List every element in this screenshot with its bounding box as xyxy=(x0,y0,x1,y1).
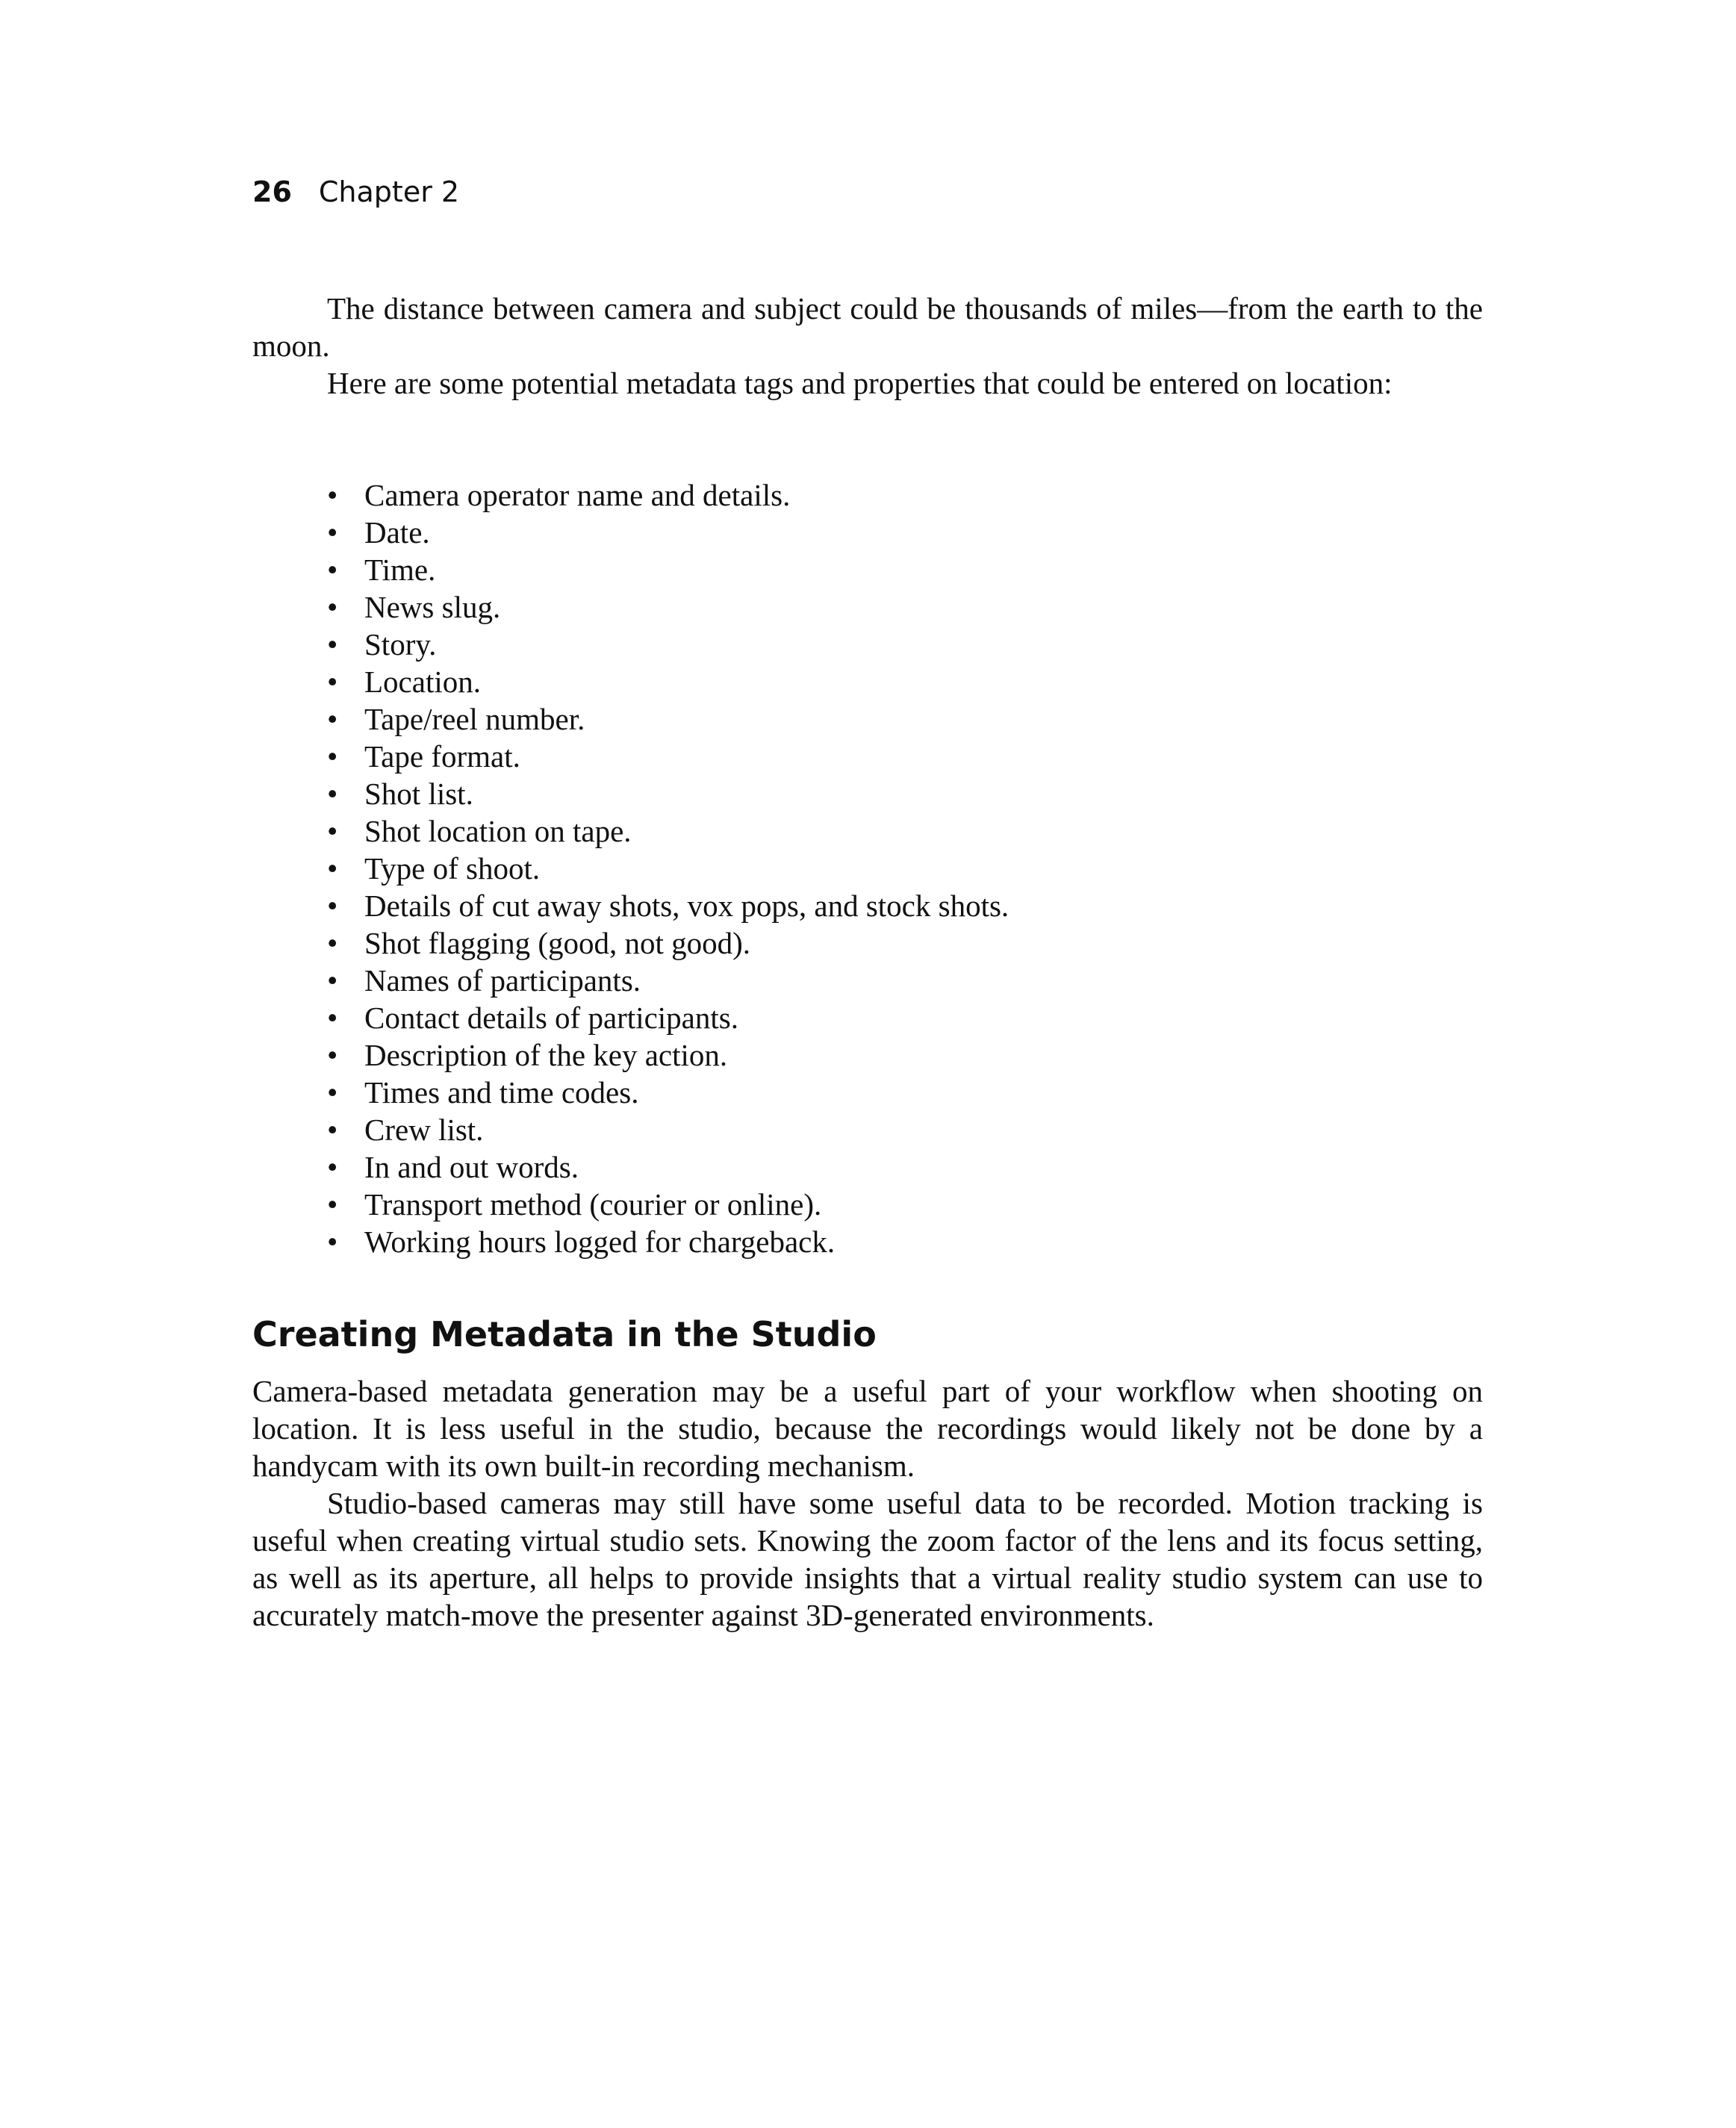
list-item-text: Description of the key action. xyxy=(364,1038,728,1072)
section-heading: Creating Metadata in the Studio xyxy=(252,1314,877,1354)
bullet-icon: • xyxy=(327,515,338,550)
bullet-icon: • xyxy=(327,553,338,587)
list-item-text: Type of shoot. xyxy=(364,851,541,886)
list-item-text: Names of participants. xyxy=(364,963,641,998)
bullet-icon: • xyxy=(327,1113,338,1147)
list-item xyxy=(252,1111,1483,1148)
list-item xyxy=(252,962,1483,999)
list-item-text: Contact details of participants. xyxy=(364,1001,738,1035)
bullet-icon: • xyxy=(327,702,338,736)
list-item xyxy=(252,924,1483,962)
list-item xyxy=(252,887,1483,924)
intro-paragraph-1: The distance between camera and subject could be thousands of miles—from the earth to the moon. xyxy=(252,291,1483,363)
list-item xyxy=(252,1223,1483,1260)
list-item-text: Working hours logged for chargeback. xyxy=(364,1225,836,1259)
bullet-icon: • xyxy=(327,627,338,662)
metadata-tag-list xyxy=(252,476,1483,1260)
list-item xyxy=(252,850,1483,887)
list-item-text: Shot flagging (good, not good). xyxy=(364,926,751,960)
list-item-text: Location. xyxy=(364,665,481,699)
list-item xyxy=(252,551,1483,588)
list-item xyxy=(252,514,1483,551)
list-item-text: Shot location on tape. xyxy=(364,814,632,848)
bullet-icon: • xyxy=(327,926,338,960)
list-item-text: Transport method (courier or online). xyxy=(364,1187,822,1222)
bullet-icon: • xyxy=(327,851,338,886)
bullet-icon: • xyxy=(327,777,338,811)
list-item xyxy=(252,700,1483,738)
bullet-icon: • xyxy=(327,814,338,848)
bullet-icon: • xyxy=(327,665,338,699)
list-item-text: Story. xyxy=(364,627,437,662)
list-item-text: Crew list. xyxy=(364,1113,484,1147)
intro-text xyxy=(252,290,1483,402)
section-paragraph-2: Studio-based cameras may still have some useful data to be recorded. Motion tracking is useful when creating virtual studio sets. Knowing the zoom factor of the lens and its focus setting, as well as its aperture, all helps to provide insights that a virtual reality studio system can use to accurately match-move the presenter against 3D-generated environments. xyxy=(252,1486,1483,1632)
bullet-icon: • xyxy=(327,1150,338,1184)
bullet-icon: • xyxy=(327,1075,338,1110)
page-number: 26 xyxy=(252,175,292,208)
list-item-text: Time. xyxy=(364,553,436,587)
section-text xyxy=(252,1372,1483,1634)
bullet-icon: • xyxy=(327,739,338,774)
intro-paragraph-2: Here are some potential metadata tags and properties that could be entered on location: xyxy=(327,366,1393,400)
list-item-text: Camera operator name and details. xyxy=(364,478,791,512)
bullet-icon: • xyxy=(327,889,338,923)
list-item xyxy=(252,1036,1483,1074)
bullet-icon: • xyxy=(327,1038,338,1072)
list-item xyxy=(252,626,1483,663)
bullet-icon: • xyxy=(327,478,338,512)
bullet-icon: • xyxy=(327,1187,338,1222)
list-item-text: Date. xyxy=(364,515,430,550)
list-item-text: In and out words. xyxy=(364,1150,579,1184)
list-item xyxy=(252,812,1483,850)
list-item xyxy=(252,476,1483,514)
list-item-text: Details of cut away shots, vox pops, and stock shots. xyxy=(364,889,1009,923)
list-item xyxy=(252,999,1483,1036)
bullet-icon: • xyxy=(327,1001,338,1035)
list-item xyxy=(252,738,1483,775)
running-head xyxy=(252,173,459,211)
list-item xyxy=(252,775,1483,812)
list-item-text: Tape/reel number. xyxy=(364,702,585,736)
list-item-text: News slug. xyxy=(364,590,501,624)
list-item xyxy=(252,663,1483,700)
bullet-icon: • xyxy=(327,1225,338,1259)
bullet-icon: • xyxy=(327,963,338,998)
list-item-text: Tape format. xyxy=(364,739,520,774)
section-paragraph-1: Camera-based metadata generation may be a useful part of your workflow when shooting on location. It is less useful in the studio, because the recordings would likely not be done by a handycam with its own built-in recording mechanism. xyxy=(252,1374,1483,1483)
list-item xyxy=(252,588,1483,626)
list-item xyxy=(252,1148,1483,1186)
list-item xyxy=(252,1074,1483,1111)
bullet-icon: • xyxy=(327,590,338,624)
list-item xyxy=(252,1186,1483,1223)
chapter-label: Chapter 2 xyxy=(318,175,460,208)
list-item-text: Times and time codes. xyxy=(364,1075,639,1110)
list-item-text: Shot list. xyxy=(364,777,473,811)
